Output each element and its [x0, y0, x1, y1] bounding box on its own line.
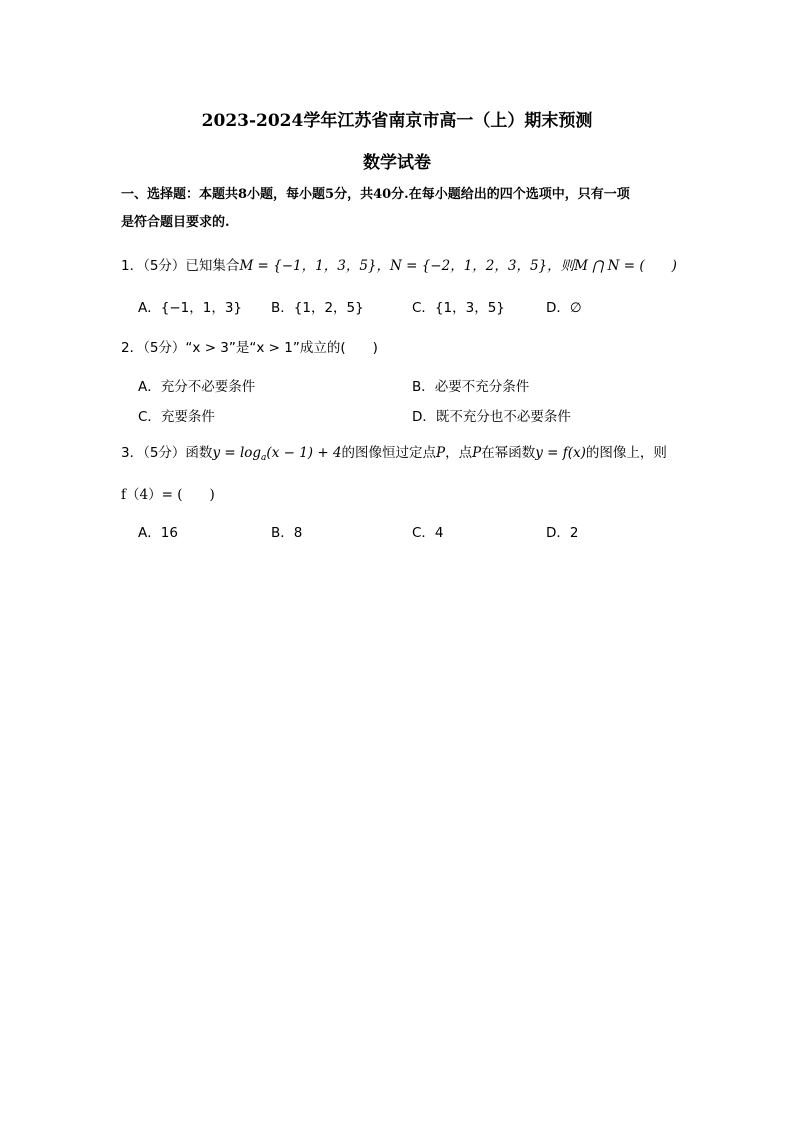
question-2-stem: 2．（5分）“x > 3”是“x > 1”成立的( ): [121, 340, 378, 356]
question-3-point-p1: P: [436, 445, 446, 461]
question-3-part-e: 的图像上，则: [585, 445, 667, 461]
question-3-point-p2: P: [472, 445, 482, 461]
question-1-stem: [121, 254, 677, 274]
question-3-part-a: 3．（5分）函数: [121, 445, 213, 461]
question-1-option-c: C．{1，3，5}: [412, 300, 505, 316]
question-3-line2: f（4）= ( ): [121, 487, 215, 503]
exam-subtitle: 数学试卷: [363, 153, 431, 173]
exam-title: 2023-2024学年江苏省南京市高一（上）期末预测: [201, 111, 593, 131]
question-3-part-c: ，点: [445, 445, 473, 461]
question-1-prefix: 1．（5分）已知集合: [121, 258, 240, 274]
question-3-log-arg: (x − 1) + 4: [266, 445, 342, 461]
question-2-option-a: A．充分不必要条件: [138, 379, 256, 395]
question-3-power-fn: y = f(x): [535, 445, 586, 461]
question-3-option-c: C．4: [412, 525, 444, 541]
question-3-stem: [121, 441, 667, 463]
section-heading-line2: 是符合题目要求的.: [121, 215, 230, 230]
question-1-option-a: A．{−1，1，3}: [138, 300, 242, 316]
question-1-option-b: B．{1，2，5}: [271, 300, 364, 316]
question-3-log-math: y = log: [212, 445, 262, 461]
question-2-option-b: B．必要不充分条件: [412, 379, 530, 395]
question-2-option-c: C．充要条件: [138, 409, 215, 425]
question-2-option-d: D．既不充分也不必要条件: [412, 409, 571, 425]
question-1-option-d: D．∅: [546, 300, 582, 316]
question-3-option-d: D．2: [546, 525, 579, 541]
question-3-part-b: 的图像恒过定点: [341, 445, 437, 461]
question-3-part-d: 在幂函数: [481, 445, 536, 461]
question-3-option-b: B．8: [271, 525, 303, 541]
question-3-option-a: A．16: [138, 525, 178, 541]
question-3-log-base: a: [261, 453, 267, 463]
question-1-math: M = {−1，1，3，5}，N = {−2，1，2，3，5}，则M ⋂ N = ( ): [239, 258, 677, 274]
section-heading-line1: 一、选择题：本题共8小题，每小题5分，共40分.在每小题给出的四个选项中，只有一项: [121, 187, 630, 202]
